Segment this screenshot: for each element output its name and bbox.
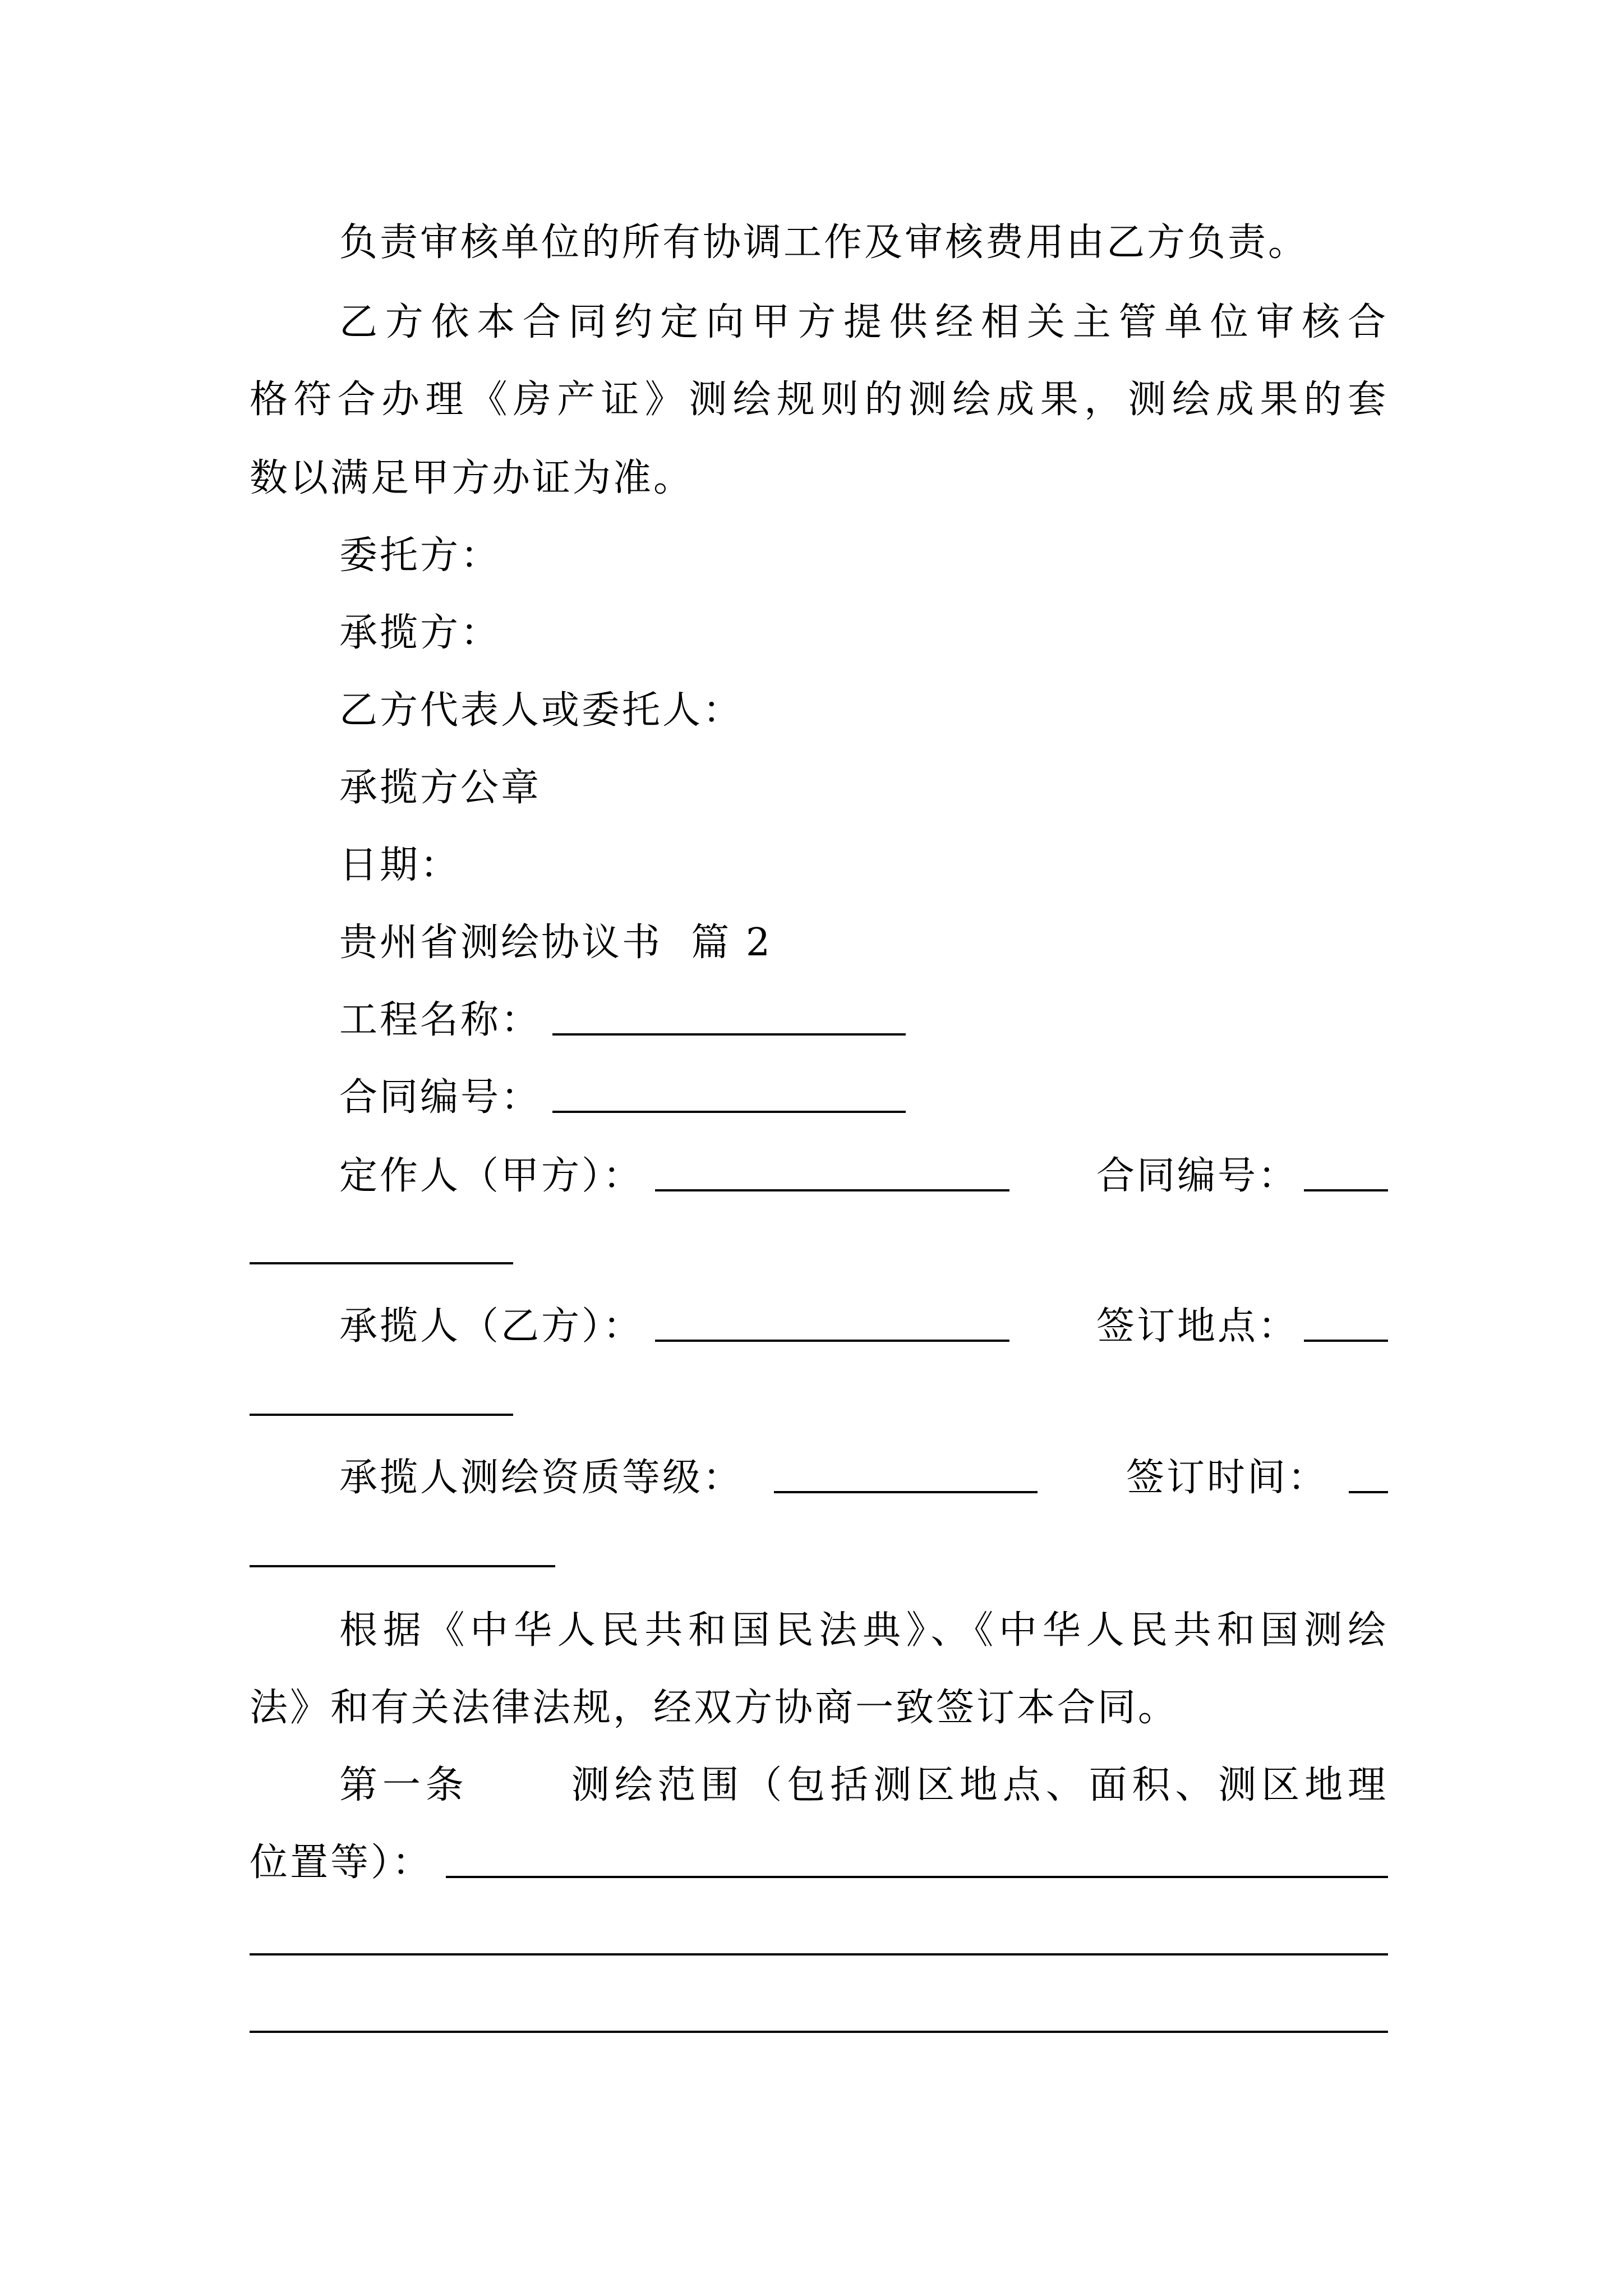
- date-label: 日期：: [339, 843, 461, 887]
- sign-place-blank-cont[interactable]: [250, 1414, 513, 1416]
- sign-place-label: 签订地点：: [1096, 1304, 1299, 1349]
- sign-time-blank[interactable]: [1349, 1491, 1388, 1493]
- article-1-blank-2[interactable]: [250, 1953, 1388, 1955]
- article-1-blank-1[interactable]: [446, 1876, 1388, 1878]
- qualification-blank[interactable]: [774, 1491, 1038, 1493]
- contractor-seal-label: 承揽方公章: [339, 766, 542, 810]
- article-1-blank-3[interactable]: [250, 2031, 1388, 2033]
- project-name-label: 工程名称：: [339, 998, 542, 1042]
- basis-paragraph-line2: 法》和有关法律法规，经双方协商一致签订本合同。: [250, 1686, 1179, 1730]
- contract-number-blank[interactable]: [552, 1111, 906, 1113]
- qualification-label: 承揽人测绘资质等级：: [339, 1456, 744, 1500]
- sign-place-blank[interactable]: [1304, 1340, 1388, 1342]
- paragraph-deliverables-line3: 数以满足甲方办证为准。: [250, 456, 694, 500]
- sign-time-label: 签订时间：: [1126, 1456, 1329, 1500]
- party-b-blank[interactable]: [655, 1340, 1009, 1342]
- basis-paragraph-line1: 根据《中华人民共和国民法典》、《中华人民共和国测绘: [339, 1608, 1388, 1653]
- party-b-label: 承揽人（乙方）：: [339, 1304, 644, 1349]
- article-1-line2: 位置等）：: [250, 1841, 433, 1885]
- representative-label: 乙方代表人或委托人：: [339, 688, 744, 733]
- contract-number-2-blank-cont[interactable]: [250, 1262, 513, 1264]
- paragraph-deliverables-line1: 乙方依本合同约定向甲方提供经相关主管单位审核合: [339, 300, 1388, 344]
- paragraph-audit-fee: 负责审核单位的所有协调工作及审核费用由乙方负责。: [339, 220, 1309, 265]
- project-name-blank[interactable]: [552, 1033, 906, 1036]
- article-1-heading: 第一条 测绘范围（包括测区地点、面积、测区地理: [339, 1763, 1388, 1807]
- contractor-label: 承揽方：: [339, 611, 501, 655]
- section-heading: 贵州省测绘协议书 篇 2: [339, 921, 773, 965]
- contract-number-2-blank[interactable]: [1304, 1189, 1388, 1191]
- client-label: 委托方：: [339, 533, 501, 578]
- party-a-blank[interactable]: [655, 1189, 1009, 1191]
- contract-number-label: 合同编号：: [339, 1075, 542, 1120]
- paragraph-deliverables-line2: 格符合办理《房产证》测绘规则的测绘成果，测绘成果的套: [250, 378, 1388, 422]
- sign-time-blank-cont[interactable]: [250, 1565, 555, 1567]
- contract-number-2-label: 合同编号：: [1096, 1154, 1299, 1198]
- party-a-label: 定作人（甲方）：: [339, 1154, 644, 1198]
